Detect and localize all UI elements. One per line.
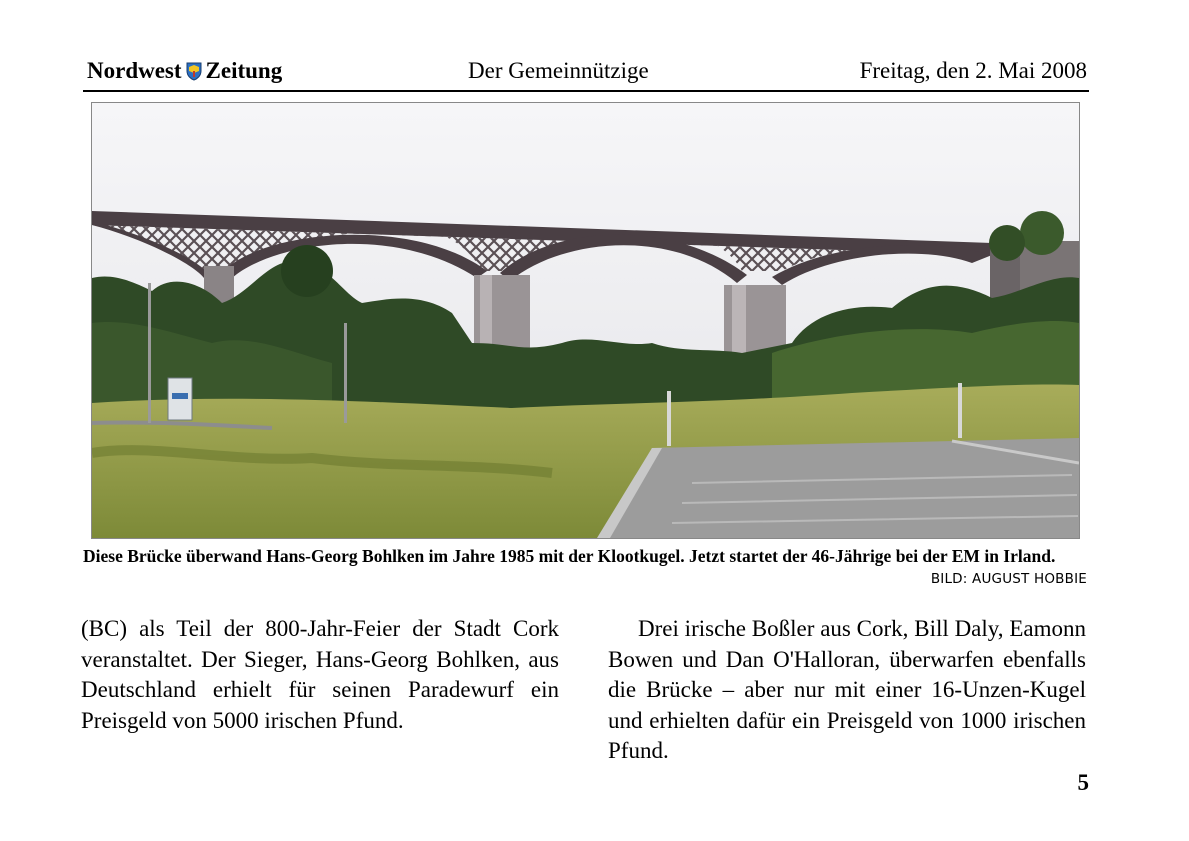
- article-left-column: (BC) als Teil der 800-Jahr-Feier der Stadt Cork veranstaltet. Der Sieger, Hans-Georg Bohlken, aus Deutschland erhielt für seinen Paradewurf ein Preisgeld von 5000 irischen Pfund.: [81, 616, 559, 733]
- photo-caption: Diese Brücke überwand Hans-Georg Bohlken im Jahre 1985 mit der Klootkugel. Jetzt startet der 46-Jährige bei der EM in Irland.: [83, 546, 1056, 566]
- masthead-right-text: Zeitung: [205, 58, 283, 83]
- coat-of-arms-icon: [186, 61, 202, 87]
- header-rule: [83, 90, 1089, 92]
- bridge-photo: [91, 102, 1080, 539]
- page-number: 5: [1077, 770, 1089, 795]
- issue-date: Freitag, den 2. Mai 2008: [859, 58, 1087, 83]
- masthead: [87, 58, 282, 87]
- article-right-column: Drei irische Boßler aus Cork, Bill Daly, Eamonn Bowen und Dan O'Halloran, überwarfen ebenfalls die Brücke – aber nur mit einer 16-Unzen-Kugel und erhielten dafür ein Preisgeld von 1000 irischen Pfund.: [608, 616, 1086, 763]
- section-title: Der Gemeinnützige: [468, 58, 649, 83]
- photo-credit: BILD: AUGUST HOBBIE: [930, 571, 1087, 587]
- page-header: [83, 58, 1089, 88]
- masthead-left-text: Nordwest: [87, 58, 182, 83]
